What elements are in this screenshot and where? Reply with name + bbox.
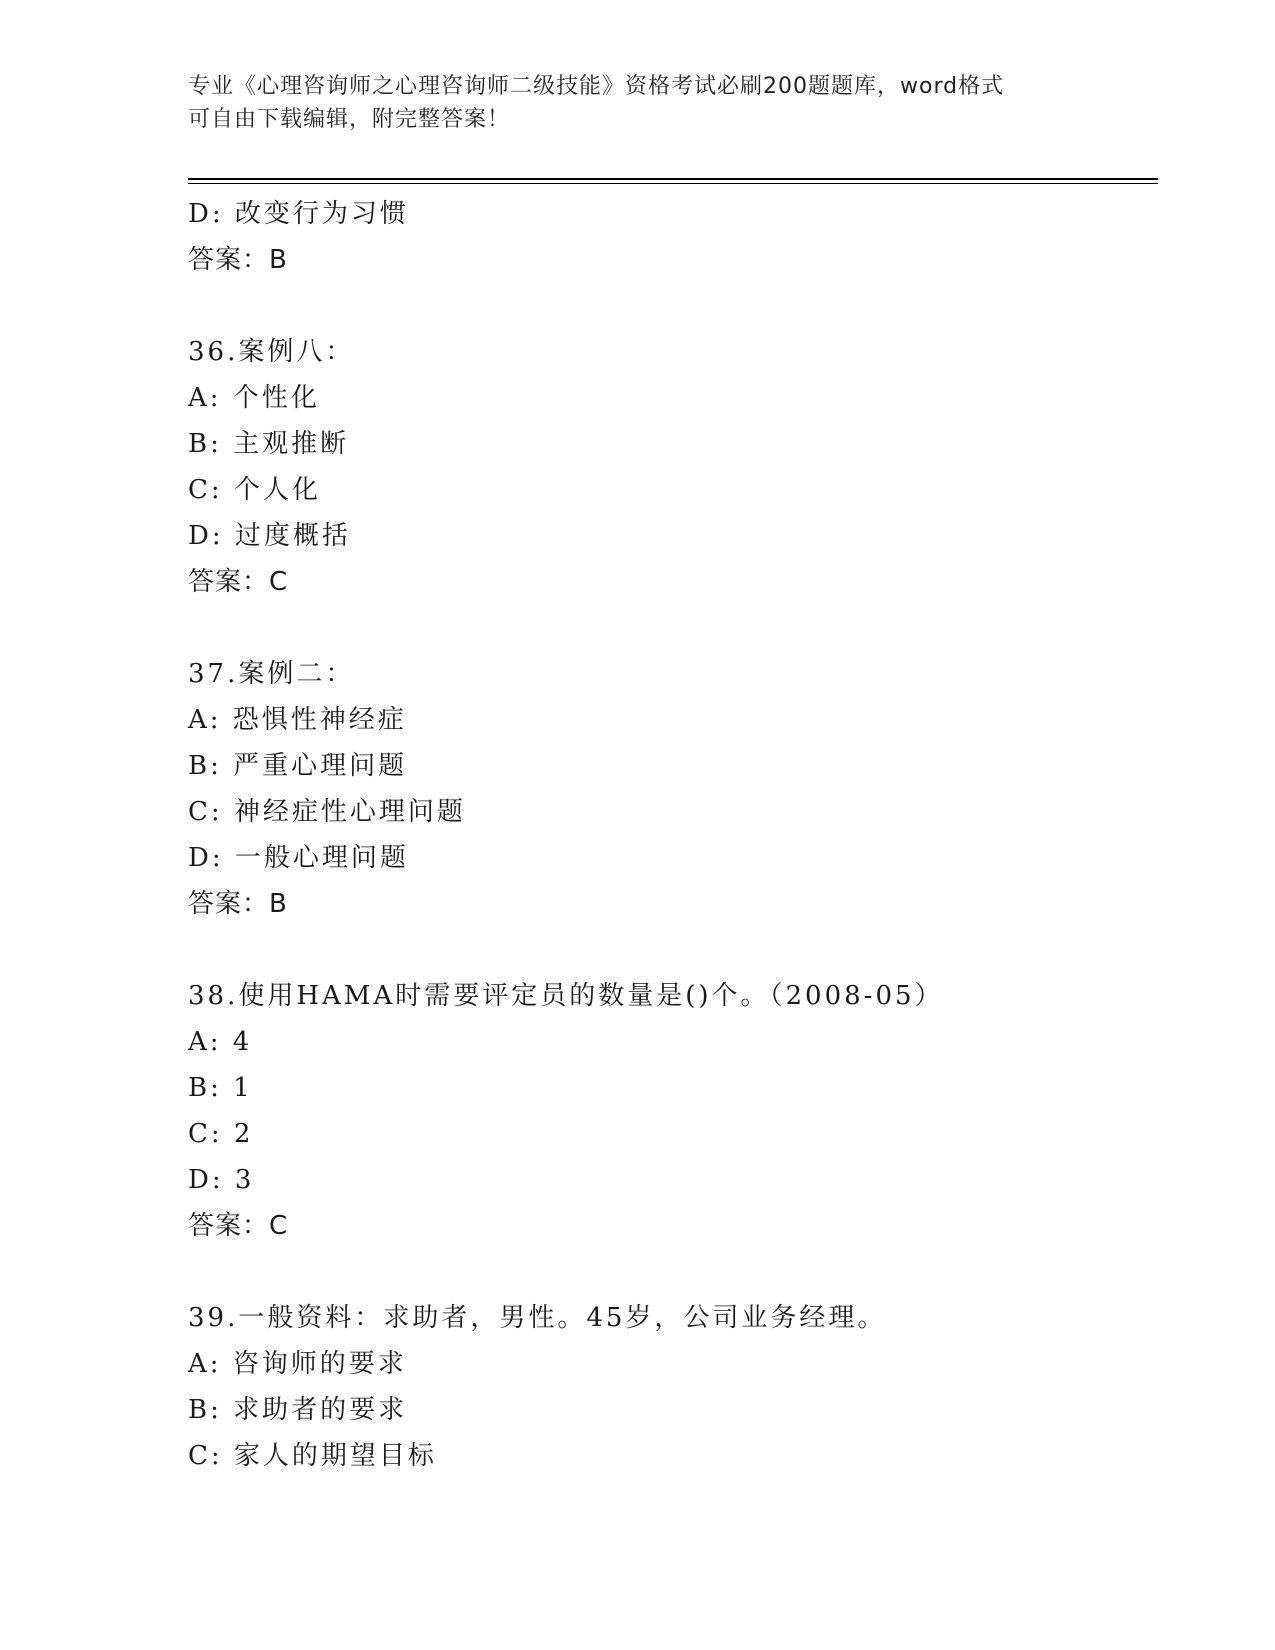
option-a: A: 个性化 bbox=[188, 383, 320, 413]
header-divider-thick bbox=[188, 178, 1158, 180]
answer: 答案：C bbox=[188, 567, 289, 597]
prev-option-d: D: 改变行为习惯 bbox=[188, 199, 409, 229]
option-d: D: 过度概括 bbox=[188, 521, 351, 551]
answer: 答案：B bbox=[188, 889, 288, 919]
option-b: B: 主观推断 bbox=[188, 429, 350, 459]
option-d: D: 一般心理问题 bbox=[188, 843, 409, 873]
answer: 答案：C bbox=[188, 1211, 289, 1241]
spacer bbox=[188, 927, 1158, 973]
option-c: C: 家人的期望目标 bbox=[188, 1441, 437, 1471]
option-c: C: 个人化 bbox=[188, 475, 321, 505]
header-title-line-2: 可自由下载编辑，附完整答案！ bbox=[188, 107, 511, 132]
spacer bbox=[188, 1249, 1158, 1295]
option-d: D: 3 bbox=[188, 1165, 255, 1195]
question-39 bbox=[188, 1295, 1158, 1479]
question-38 bbox=[188, 973, 1158, 1249]
option-a: A: 4 bbox=[188, 1027, 253, 1057]
document-body bbox=[188, 191, 1158, 1479]
option-c: C: 神经症性心理问题 bbox=[188, 797, 466, 827]
question-stem: 36.案例八： bbox=[188, 337, 355, 367]
question-stem: 38.使用HAMA时需要评定员的数量是()个。（2008-05） bbox=[188, 981, 944, 1011]
question-37 bbox=[188, 651, 1158, 927]
option-a: A: 咨询师的要求 bbox=[188, 1349, 407, 1379]
question-36 bbox=[188, 329, 1158, 605]
option-a: A: 恐惧性神经症 bbox=[188, 705, 407, 735]
prev-answer: 答案：B bbox=[188, 245, 288, 275]
option-b: B: 求助者的要求 bbox=[188, 1395, 408, 1425]
header-title-line-1: 专业《心理咨询师之心理咨询师二级技能》资格考试必刷200题题库，word格式 bbox=[188, 74, 1005, 99]
spacer bbox=[188, 283, 1158, 329]
header-divider-thin bbox=[188, 183, 1158, 184]
spacer bbox=[188, 605, 1158, 651]
question-stem: 37.案例二： bbox=[188, 659, 355, 689]
option-c: C: 2 bbox=[188, 1119, 254, 1149]
page-header bbox=[188, 70, 1068, 136]
option-b: B: 1 bbox=[188, 1073, 253, 1103]
question-stem: 39.一般资料：求助者，男性。45岁，公司业务经理。 bbox=[188, 1303, 887, 1333]
option-b: B: 严重心理问题 bbox=[188, 751, 408, 781]
